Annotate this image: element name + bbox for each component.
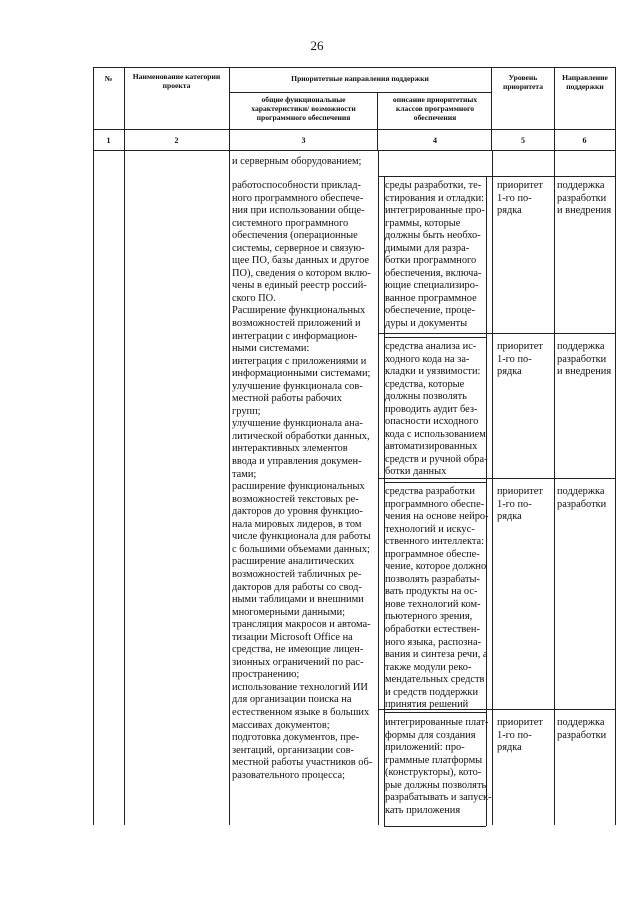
col-number-6: 6 (582, 136, 587, 145)
support-direction: поддержка разработки (557, 486, 607, 510)
header-functional: общие функциональные характеристики/ возможности программного обеспечения (251, 95, 356, 123)
col-number-2: 2 (174, 136, 179, 145)
class-description: средства разработки программного обеспе- чения на основе нейро- технологий и искус- ственного интеллекта: программное обеспе- чение, которое должно позволять разрабаты- вать продукты на ос- нове технологий ком- пьютерного зрения, обработки естествен- ного языка, распозна- вания и синтеза речи, а также модули реко- мендательных средств и средств поддержки принятия решений (385, 486, 489, 711)
header-level: Уровень приоритета (502, 73, 544, 92)
support-direction: поддержка разработки и внедрения (557, 180, 612, 217)
header-classes: описание приоритетных классов программного обеспечения (392, 95, 478, 123)
priority-level: приоритет 1-го по- рядка (497, 180, 543, 217)
col-number-1: 1 (106, 136, 111, 145)
functional-text: работоспособности приклад- ного программного обеспече- ния при использовании обще- системного программного обеспечения (операционные системы, серверное и связую- щее ПО, базы данных и другое ПО), сведения о котором вклю- чены в единый реестр россий- ского ПО. Расширение функциональных возможностей приложений и интеграции с информацион- ными системами: интеграция с приложениями и информационными системами; улучшение функционала сов- местной работы рабочих групп; улучшение функционала ана- литической обработки данных, интерактивных элементов ввода и управления докумен- тами; расширение функциональных возможностей текстовых ре- дакторов до уровня функцио- нала мировых лидеров, в том числе функционала для работы с большими объемами данных; расширение аналитических возможностей табличных ре- дакторов для работы со свод- ными таблицами и внешними многомерными данными; трансляция макросов и автома- тизации Microsoft Office на средства, не имеющие лицен- зионных ограничений по рас- пространению; использование технологий ИИ для организации поиска на естественном языке в больших массивах документов; подготовка документов, пре- зентаций, организации сов- местной работы участников об- разовательного процесса; (232, 180, 373, 781)
priority-level: приоритет 1-го по- рядка (497, 486, 543, 523)
class-description: интегрированные плат- формы для создания приложений: про- граммные платформы (конструкторы), кото- рые должны позволять разрабатывать и запуск- кать приложения (385, 717, 492, 816)
header-direction: Направление поддержки (562, 73, 608, 92)
class-description: средства анализа ис- ходного кода на за- кладки и уязвимости: средства, которые должны позволять проводить аудит без- опасности исходного кода с использованием автоматизированных средств и ручной обра- ботки данных (385, 341, 488, 478)
class-description: среды разработки, те- стирования и отладки: интегрированные про- граммы, которые должны быть необхо- димыми для разра- ботки программного обеспечения, включа- ющие специализиро- ванное программное обеспечение, проце- дуры и документы (385, 180, 485, 330)
functional-text-continued: и серверным оборудованием; (232, 156, 362, 167)
col-number-4: 4 (433, 136, 437, 145)
col-number-3: 3 (301, 136, 306, 145)
header-num: № (104, 74, 113, 83)
header-priorities: Приоритетные направления поддержки (291, 74, 429, 83)
priority-level: приоритет 1-го по- рядка (497, 717, 543, 754)
col-number-5: 5 (521, 136, 525, 145)
page-number: 26 (310, 38, 324, 53)
support-direction: поддержка разработки и внедрения (557, 341, 612, 378)
priority-level: приоритет 1-го по- рядка (497, 341, 543, 378)
support-direction: поддержка разработки (557, 717, 607, 741)
header-category: Наименование категории проекта (132, 72, 221, 91)
